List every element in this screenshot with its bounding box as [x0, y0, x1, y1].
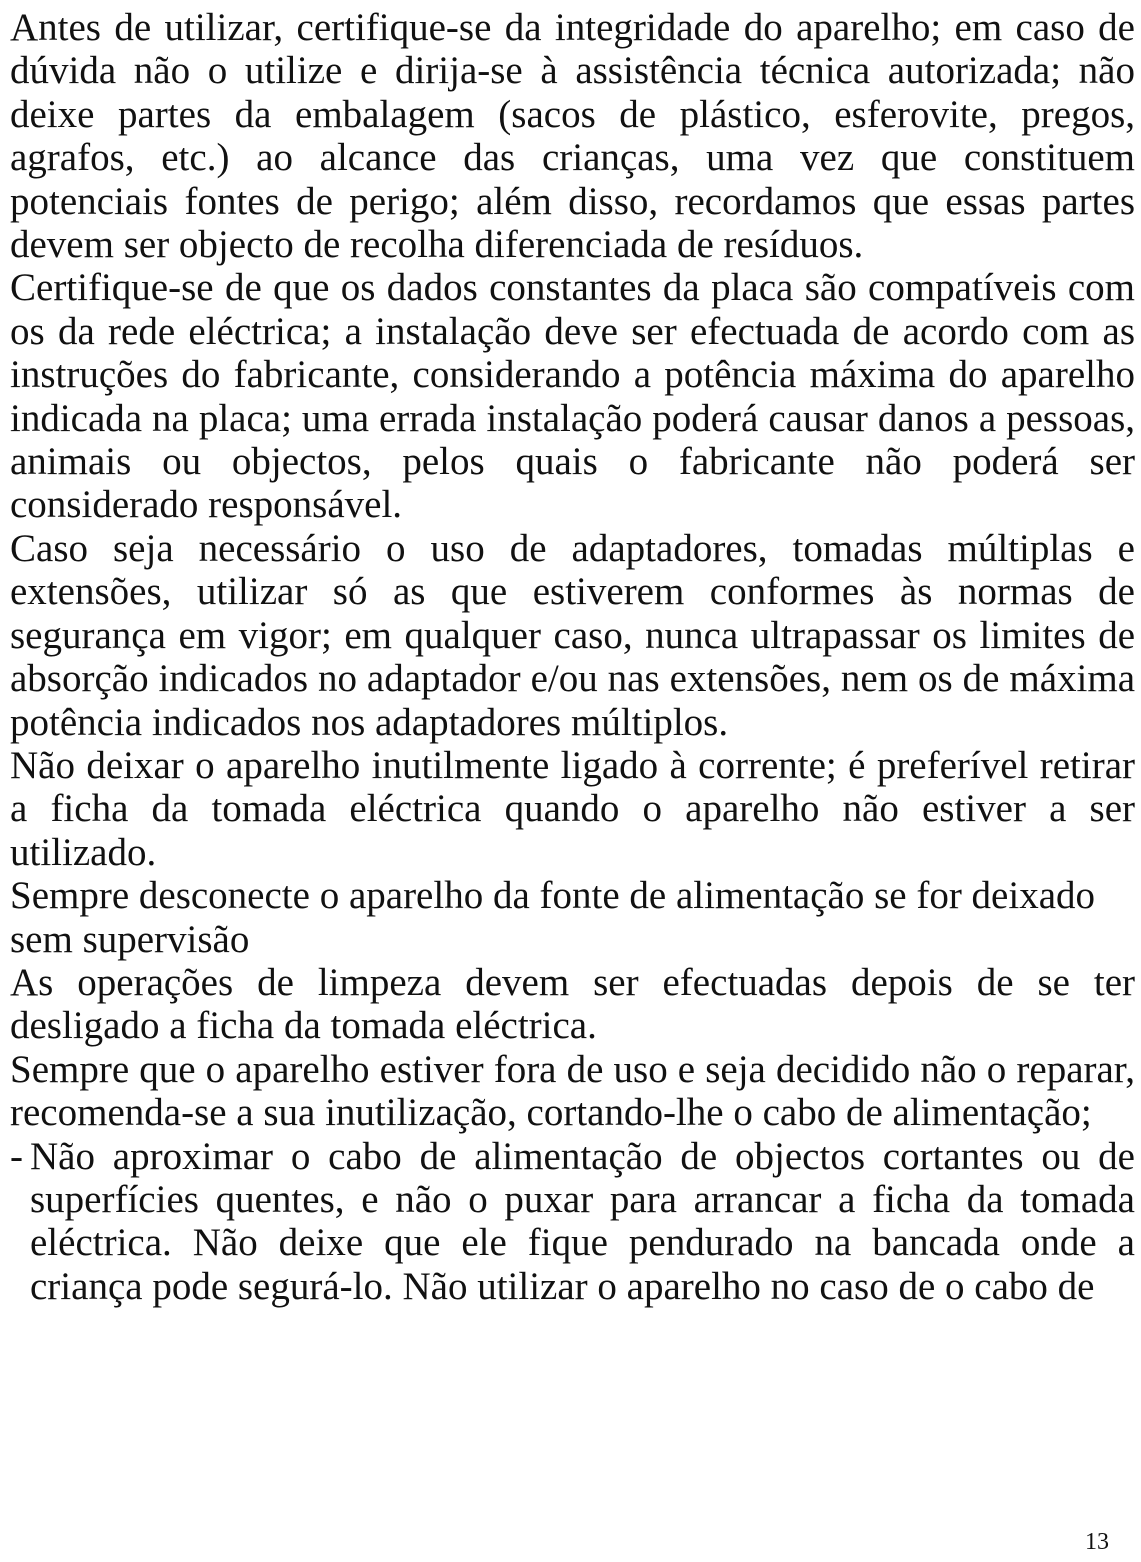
paragraph-supervision: Sempre desconecte o aparelho da fonte de alimentação se for deixado sem supervisão — [10, 874, 1096, 961]
paragraph-integrity: Antes de utilizar, certifique-se da integridade do aparelho; em caso de dúvida não o utilize e dirija-se à assistência técnica autorizada; não deixe partes da embalagem (sacos de plástico, esferovite, pregos, agrafos, etc.) ao alcance das crianças, uma vez que constituem potenciais fontes de perigo; além disso, recordamos que essas partes devem ser objecto de recolha diferenciada de resíduos. — [10, 6, 1135, 267]
paragraph-installation: Certifique-se de que os dados constantes da placa são compatíveis com os da rede eléctrica; a instalação deve ser efectuada de acordo com as instruções do fabricante, considerando a potência máxima do aparelho indicada na placa; uma errada instalação poderá causar danos a pessoas, animais ou objectos, pelos quais o fabricante não poderá ser considerado responsável. — [10, 266, 1135, 527]
bullet-dash: - — [10, 1134, 23, 1178]
bullet-text: Não aproximar o cabo de alimentação de objectos cortantes ou de superfícies quentes, e não o puxar para arrancar a ficha da tomada eléctrica. Não deixe que ele fique pendurado na bancada onde a criança pode segurá-lo. Não utilizar o aparelho no caso de o cabo de — [30, 1134, 1135, 1308]
paragraph-unplug: Não deixar o aparelho inutilmente ligado à corrente; é preferível retirar a ficha da tomada eléctrica quando o aparelho não estiver a ser utilizado. — [10, 743, 1135, 874]
bullet-item-cable — [10, 1135, 1135, 1309]
paragraph-disposal: Sempre que o aparelho estiver fora de uso e seja decidido não o reparar, recomenda-se a sua inutilização, cortando-lhe o cabo de alimentação; — [10, 1047, 1135, 1135]
paragraph-cleaning: As operações de limpeza devem ser efectuadas depois de se ter desligado a ficha da tomada eléctrica. — [10, 960, 1135, 1048]
document-page — [10, 6, 1135, 1308]
paragraph-adapters: Caso seja necessário o uso de adaptadores, tomadas múltiplas e extensões, utilizar só as que estiverem conformes às normas de segurança em vigor; em qualquer caso, nunca ultrapassar os limites de absorção indicados no adaptador e/ou nas extensões, nem os de máxima potência indicados nos adaptadores múltiplos. — [10, 526, 1135, 744]
page-number: 13 — [1085, 1529, 1109, 1555]
